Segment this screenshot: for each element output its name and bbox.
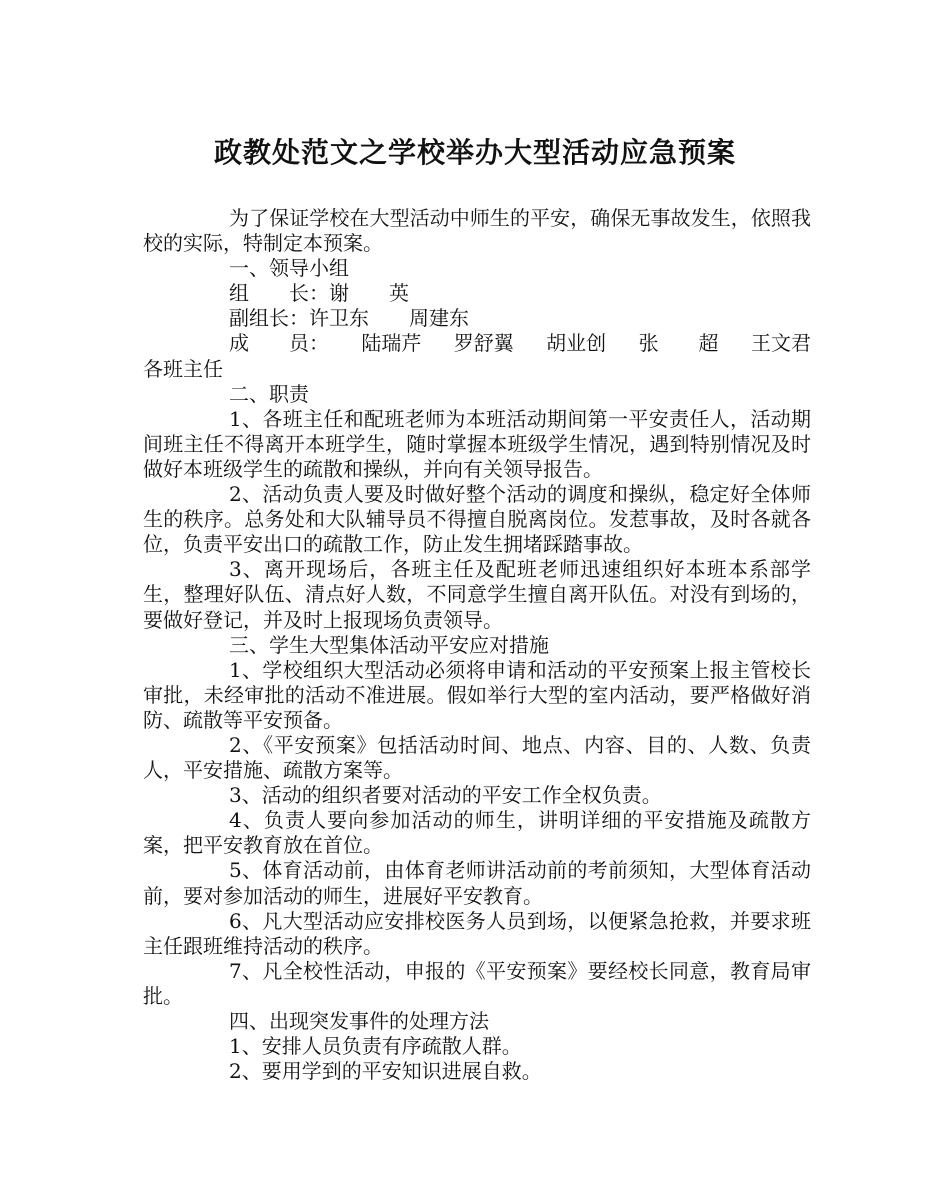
members-continuation: 各班主任 — [143, 356, 223, 381]
deputy-line — [229, 306, 811, 331]
section3-item: 6、凡大型活动应安排校医务人员到场，以便紧急抢救，并要求班主任跟班维持活动的秩序。 — [143, 908, 811, 958]
section-heading-3: 三、学生大型集体活动平安应对措施 — [229, 632, 549, 657]
member-name: 陆瑞芹 — [361, 331, 422, 356]
section2-item: 3、离开现场后，各班主任及配班老师迅速组织好本班本系部学生，整理好队伍、清点好人数，不同意学生擅自离开队伍。对没有到场的，要做好登记，并及时上报现场负责领导。 — [143, 557, 811, 632]
section3-item: 2、《平安预案》包括活动时间、地点、内容、目的、人数、负责人，平安措施、疏散方案等。 — [143, 732, 811, 783]
section4-item: 2、要用学到的平安知识进展自救。 — [229, 1059, 542, 1084]
deputy-label: 副组长： — [229, 306, 309, 331]
members-line — [229, 331, 811, 356]
leader-line — [229, 281, 811, 306]
document-body — [143, 206, 811, 1084]
leader-name: 谢 英 — [329, 281, 409, 306]
section3-item: 7、凡全校性活动，申报的《平安预案》要经校长同意，教育局审批。 — [143, 958, 811, 1008]
intro-paragraph: 为了保证学校在大型活动中师生的平安，确保无事故发生，依照我校的实际，特制定本预案。 — [143, 206, 811, 256]
section-heading-4: 四、出现突发事件的处理方法 — [229, 1009, 489, 1033]
leader-label: 组 长： — [229, 281, 329, 306]
section3-item: 1、学校组织大型活动必须将申请和活动的平安预案上报主管校长审批，未经审批的活动不准进展。假如举行大型的室内活动，要严格做好消防、疏散等平安预备。 — [143, 657, 811, 732]
member-name: 胡业创 — [546, 331, 607, 356]
section3-item: 4、负责人要向参加活动的师生，讲明详细的平安措施及疏散方案，把平安教育放在首位。 — [143, 808, 811, 858]
section-heading-2: 二、职责 — [229, 381, 309, 406]
section2-item: 2、活动负责人要及时做好整个活动的调度和操纵，稳定好全体师生的秩序。总务处和大队辅导员不得擅自脱离岗位。发惹事故，及时各就各位，负责平安出口的疏散工作，防止发生拥堵踩踏事故。 — [143, 482, 811, 557]
section4-item: 1、安排人员负责有序疏散人群。 — [229, 1034, 522, 1059]
member-name: 王文君 — [750, 331, 811, 356]
member-name: 罗舒翼 — [453, 331, 514, 356]
members-label: 成 员： — [229, 331, 329, 356]
section3-item: 5、体育活动前，由体育老师讲活动前的考前须知，大型体育活动前，要对参加活动的师生，进展好平安教育。 — [143, 858, 811, 908]
section-heading-1: 一、领导小组 — [229, 256, 349, 281]
deputy-names: 许卫东 周建东 — [309, 306, 469, 331]
section2-item: 1、各班主任和配班老师为本班活动期间第一平安责任人，活动期间班主任不得离开本班学生，随时掌握本班级学生情况，遇到特别情况及时做好本班级学生的疏散和操纵，并向有关领导报告。 — [143, 406, 811, 481]
member-name: 张 超 — [638, 331, 719, 356]
document-title: 政教处范文之学校举办大型活动应急预案 — [213, 136, 736, 169]
section3-item: 3、活动的组织者要对活动的平安工作全权负责。 — [229, 783, 662, 808]
